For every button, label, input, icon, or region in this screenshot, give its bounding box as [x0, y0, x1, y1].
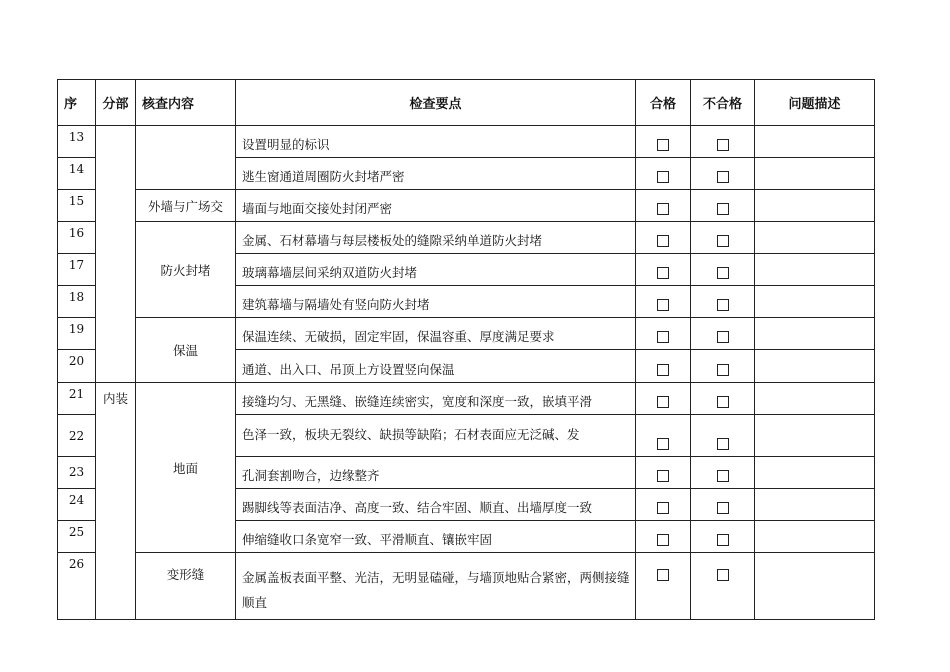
header-pass: 合格 [636, 80, 691, 126]
row-number: 21 [58, 383, 96, 415]
header-issue: 问题描述 [755, 80, 875, 126]
header-row [58, 80, 875, 126]
pass-checkbox[interactable] [636, 158, 691, 190]
check-point: 金属盖板表面平整、光洁，无明显磕碰，与墙顶地贴合紧密，两侧接缝顺直 [236, 553, 636, 620]
issue-cell[interactable] [755, 383, 875, 415]
part-cell [96, 126, 136, 383]
row-number: 15 [58, 190, 96, 222]
pass-checkbox[interactable] [636, 190, 691, 222]
row-number: 19 [58, 318, 96, 350]
pass-checkbox[interactable] [636, 286, 691, 318]
table-row [58, 222, 875, 254]
fail-checkbox[interactable] [691, 190, 755, 222]
issue-cell[interactable] [755, 126, 875, 158]
issue-cell[interactable] [755, 350, 875, 383]
pass-checkbox[interactable] [636, 318, 691, 350]
check-point: 设置明显的标识 [236, 126, 636, 158]
content-cell: 保温 [136, 318, 236, 383]
issue-cell[interactable] [755, 553, 875, 620]
issue-cell[interactable] [755, 254, 875, 286]
check-point: 接缝均匀、无黑缝、嵌缝连续密实，宽度和深度一致，嵌填平滑 [236, 383, 636, 415]
part-cell: 内装 [96, 383, 136, 620]
header-part: 分部 [96, 80, 136, 126]
fail-checkbox[interactable] [691, 415, 755, 457]
pass-checkbox[interactable] [636, 489, 691, 521]
content-cell [136, 126, 236, 190]
issue-cell[interactable] [755, 286, 875, 318]
row-number: 16 [58, 222, 96, 254]
issue-cell[interactable] [755, 158, 875, 190]
row-number: 23 [58, 457, 96, 489]
check-point: 逃生窗通道周圈防火封堵严密 [236, 158, 636, 190]
check-point: 伸缩缝收口条宽窄一致、平滑顺直、镶嵌牢固 [236, 521, 636, 553]
check-point: 金属、石材幕墙与每层楼板处的缝隙采纳单道防火封堵 [236, 222, 636, 254]
pass-checkbox[interactable] [636, 126, 691, 158]
issue-cell[interactable] [755, 521, 875, 553]
fail-checkbox[interactable] [691, 383, 755, 415]
pass-checkbox[interactable] [636, 350, 691, 383]
table-row [58, 553, 875, 620]
pass-checkbox[interactable] [636, 521, 691, 553]
fail-checkbox[interactable] [691, 489, 755, 521]
fail-checkbox[interactable] [691, 521, 755, 553]
check-point: 墙面与地面交接处封闭严密 [236, 190, 636, 222]
issue-cell[interactable] [755, 190, 875, 222]
row-number: 25 [58, 521, 96, 553]
content-cell: 防火封堵 [136, 222, 236, 318]
row-number: 24 [58, 489, 96, 521]
content-cell: 地面 [136, 383, 236, 553]
row-number: 14 [58, 158, 96, 190]
inspection-sheet [57, 79, 874, 610]
pass-checkbox[interactable] [636, 254, 691, 286]
header-fail: 不合格 [691, 80, 755, 126]
fail-checkbox[interactable] [691, 457, 755, 489]
issue-cell[interactable] [755, 222, 875, 254]
table-row [58, 318, 875, 350]
fail-checkbox[interactable] [691, 553, 755, 620]
fail-checkbox[interactable] [691, 350, 755, 383]
header-content: 核查内容 [136, 80, 236, 126]
issue-cell[interactable] [755, 489, 875, 521]
pass-checkbox[interactable] [636, 553, 691, 620]
check-point: 孔洞套割吻合，边缘整齐 [236, 457, 636, 489]
check-point: 玻璃幕墙层间采纳双道防火封堵 [236, 254, 636, 286]
fail-checkbox[interactable] [691, 158, 755, 190]
content-cell: 变形缝 [136, 553, 236, 620]
check-point: 色泽一致，板块无裂纹、缺损等缺陷；石材表面应无泛碱、发 [236, 415, 636, 457]
inspection-table [57, 79, 875, 620]
issue-cell[interactable] [755, 318, 875, 350]
row-number: 22 [58, 415, 96, 457]
pass-checkbox[interactable] [636, 222, 691, 254]
header-seq: 序 [58, 80, 96, 126]
check-point: 踢脚线等表面洁净、高度一致、结合牢固、顺直、出墙厚度一致 [236, 489, 636, 521]
fail-checkbox[interactable] [691, 286, 755, 318]
row-number: 18 [58, 286, 96, 318]
issue-cell[interactable] [755, 415, 875, 457]
fail-checkbox[interactable] [691, 126, 755, 158]
row-number: 20 [58, 350, 96, 383]
row-number: 13 [58, 126, 96, 158]
table-row [58, 126, 875, 158]
fail-checkbox[interactable] [691, 318, 755, 350]
check-point: 通道、出入口、吊顶上方设置竖向保温 [236, 350, 636, 383]
pass-checkbox[interactable] [636, 457, 691, 489]
table-row [58, 383, 875, 415]
issue-cell[interactable] [755, 457, 875, 489]
table-row [58, 190, 875, 222]
header-points: 检查要点 [236, 80, 636, 126]
pass-checkbox[interactable] [636, 383, 691, 415]
pass-checkbox[interactable] [636, 415, 691, 457]
row-number: 17 [58, 254, 96, 286]
fail-checkbox[interactable] [691, 222, 755, 254]
check-point: 保温连续、无破损，固定牢固，保温容重、厚度满足要求 [236, 318, 636, 350]
content-cell: 外墙与广场交 [136, 190, 236, 222]
fail-checkbox[interactable] [691, 254, 755, 286]
check-point: 建筑幕墙与隔墙处有竖向防火封堵 [236, 286, 636, 318]
row-number: 26 [58, 553, 96, 620]
